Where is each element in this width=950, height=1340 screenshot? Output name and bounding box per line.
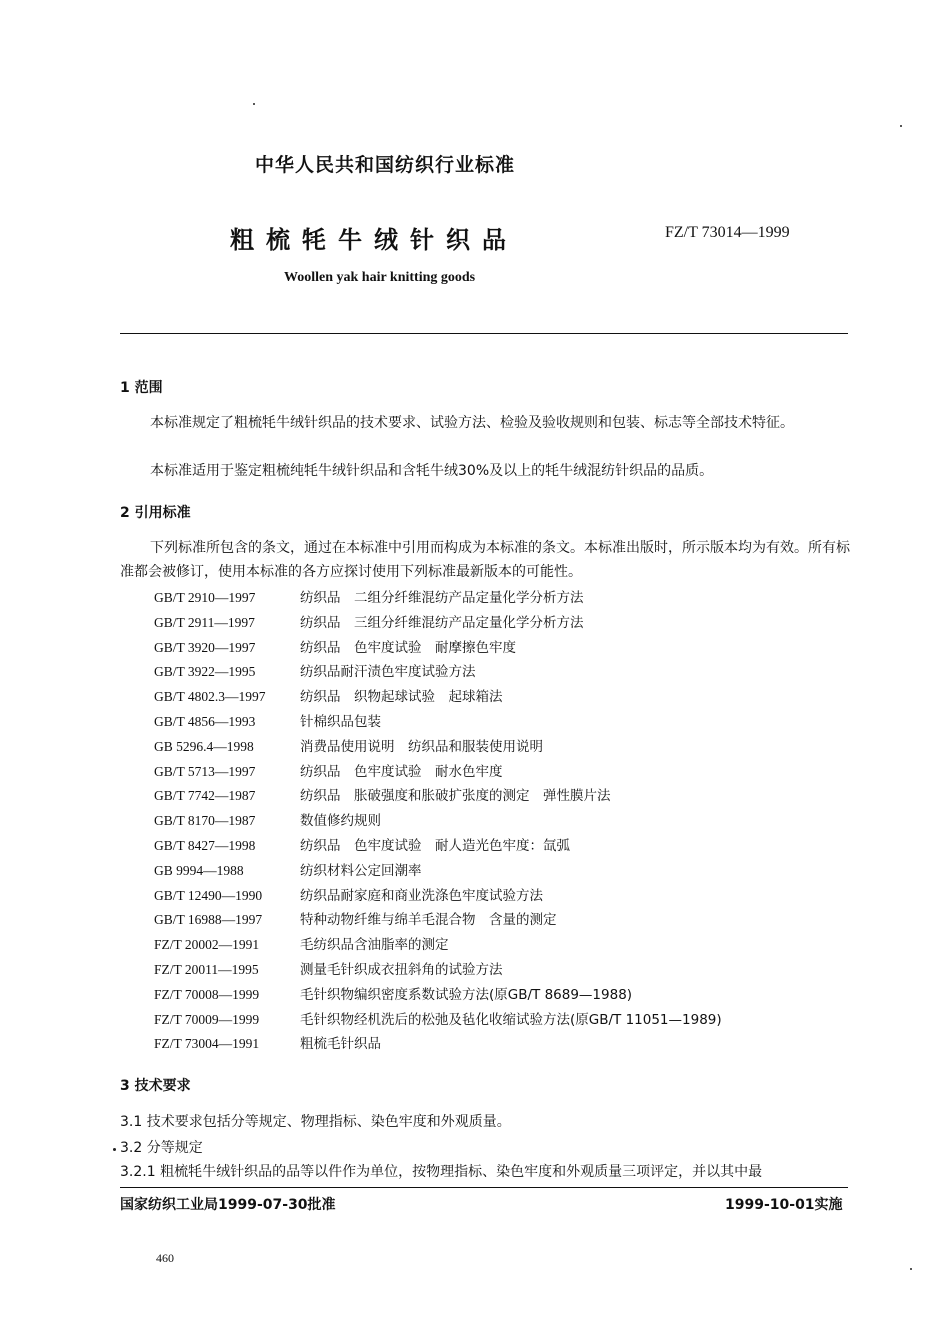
reference-code: FZ/T 20011—1995 [154,961,259,977]
reference-item [154,983,722,1008]
reference-item [154,834,722,859]
reference-item [154,1008,722,1033]
scan-speck [113,1148,116,1151]
section-3-heading: 3 技术要求 [120,1078,191,1094]
clause-3-1: 3.1 技术要求包括分等规定、物理指标、染色牢度和外观质量。 [120,1114,511,1130]
reference-title: 毛纺织品含油脂率的测定 [300,937,449,954]
clause-3-2-1: 3.2.1 粗梳牦牛绒针织品的品等以件作为单位，按物理指标、染色牢度和外观质量三项评定，并以其中最 [120,1164,763,1180]
reference-title: 纺织品 色牢度试验 耐摩擦色牢度 [300,639,516,656]
reference-item [154,636,722,661]
reference-code: FZ/T 73004—1991 [154,1036,260,1052]
referenced-standards-list [154,586,722,1057]
reference-item [154,784,722,809]
section-2-paragraph: 下列标准所包含的条文，通过在本标准中引用而构成为本标准的条文。本标准出版时，所示版本均为有效。所有标准都会被修订，使用本标准的各方应探讨使用下列标准最新版本的可能性。 [120,540,850,580]
reference-title: 纺织品 色牢度试验 耐人造光色牢度：氙弧 [300,837,570,854]
reference-code: GB/T 5713—1997 [154,763,256,779]
standard-code: FZ/T 73014—1999 [665,224,790,241]
scan-speck [900,125,902,127]
reference-item [154,933,722,958]
reference-code: GB 5296.4—1998 [154,738,254,754]
reference-title: 纺织品 胀破强度和胀破扩张度的测定 弹性膜片法 [300,788,611,805]
reference-title: 纺织品 三组分纤维混纺产品定量化学分析方法 [300,614,584,631]
reference-title: 纺织品 色牢度试验 耐水色牢度 [300,763,503,780]
footer-divider [120,1187,848,1188]
reference-code: FZ/T 20002—1991 [154,937,260,953]
reference-code: GB/T 3920—1997 [154,639,256,655]
scan-speck [910,1268,912,1270]
reference-code: GB/T 7742—1987 [154,788,256,804]
reference-item [154,884,722,909]
reference-item [154,958,722,983]
reference-item [154,760,722,785]
reference-title: 测量毛针织成衣扭斜角的试验方法 [300,961,503,978]
reference-title: 纺织品 二组分纤维混纺产品定量化学分析方法 [300,590,584,606]
reference-item [154,660,722,685]
reference-item [154,685,722,710]
reference-code: GB/T 8427—1998 [154,837,256,853]
reference-title: 纺织品耐家庭和商业洗涤色牢度试验方法 [300,887,543,904]
reference-item [154,710,722,735]
reference-code: GB/T 12490—1990 [154,887,263,903]
reference-item [154,735,722,760]
reference-title: 特种动物纤维与绵羊毛混合物 含量的测定 [300,912,557,929]
reference-code: GB/T 3922—1995 [154,664,256,680]
reference-title: 纺织品 织物起球试验 起球箱法 [300,689,503,706]
reference-code: GB/T 2910—1997 [154,590,256,605]
reference-title: 消费品使用说明 纺织品和服装使用说明 [300,738,543,755]
reference-code: FZ/T 70009—1999 [154,1011,260,1027]
reference-code: GB/T 4856—1993 [154,713,256,729]
reference-code: GB/T 4802.3—1997 [154,689,266,705]
clause-3-2: 3.2 分等规定 [120,1140,203,1156]
reference-item [154,1032,722,1057]
reference-item [154,908,722,933]
reference-title: 针棉织品包装 [300,713,381,730]
reference-title: 毛针织物编织密度系数试验方法(原GB/T 8689—1988) [300,986,633,1003]
reference-code: GB/T 16988—1997 [154,912,263,928]
reference-code: GB 9994—1988 [154,862,244,878]
reference-title: 粗梳毛针织品 [300,1036,381,1053]
scan-speck [253,103,255,105]
section-2-heading: 2 引用标准 [120,505,191,521]
section-1-paragraph-1: 本标准规定了粗梳牦牛绒针织品的技术要求、试验方法、检验及验收规则和包装、标志等全部技术特征。 [150,415,794,431]
document-title: 粗梳牦牛绒针织品 [230,226,518,254]
effective-date: 1999-10-01实施 [725,1197,843,1213]
reference-item [154,611,722,636]
page-number: 460 [156,1251,174,1265]
reference-title: 毛针织物经机洗后的松弛及毡化收缩试验方法(原GB/T 11051—1989) [300,1011,722,1028]
reference-title: 纺织品耐汗渍色牢度试验方法 [300,664,476,681]
header-divider [120,333,848,334]
reference-item [154,586,722,611]
section-1-heading: 1 范围 [120,380,163,396]
reference-title: 纺织材料公定回潮率 [300,862,422,879]
reference-item [154,809,722,834]
reference-item [154,859,722,884]
approval-date: 国家纺织工业局1999-07-30批准 [120,1197,336,1213]
section-1-paragraph-2: 本标准适用于鉴定粗梳纯牦牛绒针织品和含牦牛绒30%及以上的牦牛绒混纺针织品的品质。 [150,463,714,479]
reference-title: 数值修约规则 [300,813,381,830]
issuing-authority-heading: 中华人民共和国纺织行业标准 [255,154,516,176]
reference-code: GB/T 8170—1987 [154,813,256,829]
english-title: Woollen yak hair knitting goods [284,270,476,285]
reference-code: FZ/T 70008—1999 [154,986,260,1002]
reference-code: GB/T 2911—1997 [154,614,255,630]
